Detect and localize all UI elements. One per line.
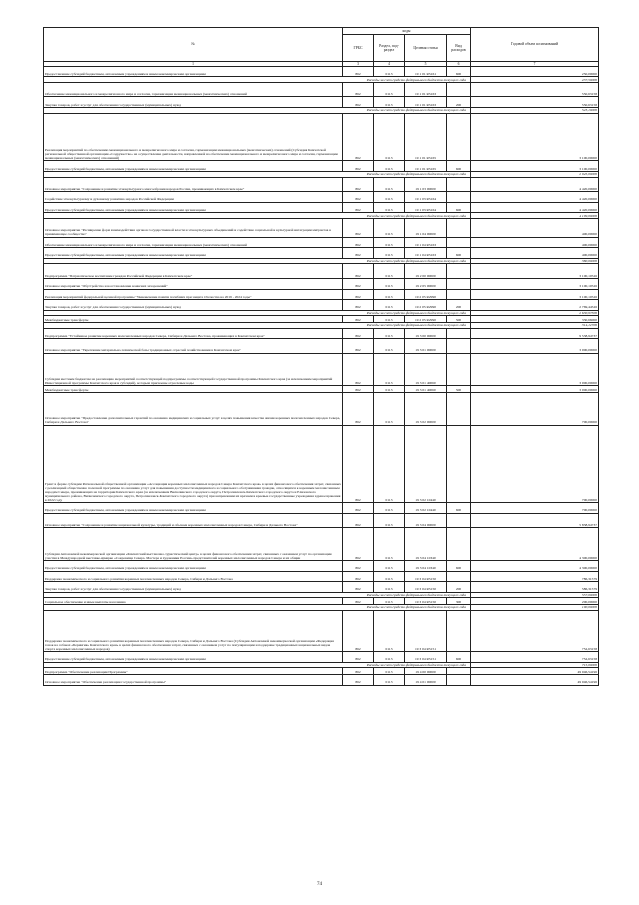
row-name: Основное мероприятие "Обустройство и восстановление воинских захоронений"	[44, 278, 343, 289]
budget-row	[44, 97, 599, 108]
budget-row	[44, 425, 599, 503]
row-expense-kind	[447, 668, 471, 675]
row-grbs: 862	[343, 528, 374, 561]
row-amount: 9 538,94737	[471, 328, 599, 339]
header-grbs: ГРБС	[343, 34, 374, 61]
row-section: 0113	[374, 97, 405, 108]
note-text: Расходы за счет средств федерального бюджета текущего года	[44, 171, 471, 177]
note-amount: 715,00000	[471, 662, 599, 668]
row-name: Закупка товаров, работ и услуг для обеспечения государственных (муниципальных) нужд	[44, 582, 343, 593]
row-name: Основное мероприятие "Расширение форм взаимодействия органов государственной власти и этнокультурных объединений и содействие социальной и культурной интеграции мигрантов в принимающее сообщество"	[44, 218, 343, 237]
note-amount: 523,10000	[471, 108, 599, 114]
row-section: 0113	[374, 264, 405, 279]
colnum-1: 1	[44, 61, 343, 66]
row-section: 0113	[374, 353, 405, 386]
row-section: 0113	[374, 560, 405, 571]
row-name: Предоставление субсидий бюджетным, автономным учреждениям и иным некоммерческим организациям	[44, 202, 343, 213]
row-grbs: 862	[343, 339, 374, 354]
row-name: Социальное обеспечение и иные выплаты населению	[44, 598, 343, 605]
budget-row	[44, 598, 599, 605]
row-amount: 5 838,94737	[471, 513, 599, 528]
row-section: 0113	[374, 202, 405, 213]
row-name: Предоставление субсидий бюджетным, автономным учреждениям и иным некоммерческим организациям	[44, 652, 343, 663]
row-section: 0113	[374, 237, 405, 248]
row-amount: 4 300,00000	[471, 560, 599, 571]
row-expense-kind	[447, 82, 471, 97]
row-target-article: 19 3 04 R5150	[405, 582, 447, 593]
budget-row	[44, 668, 599, 675]
row-amount: 49 046,54196	[471, 675, 599, 686]
budget-row	[44, 652, 599, 663]
note-text: Расходы за счет средств федерального бюджета текущего года	[44, 258, 471, 264]
row-expense-kind	[447, 264, 471, 279]
row-grbs: 862	[343, 113, 374, 161]
note-amount: 380,00000	[471, 258, 599, 264]
row-target-article: 19 3 02 10440	[405, 503, 447, 514]
row-target-article: 19 1 01 R5163	[405, 82, 447, 97]
row-target-article: 19 3 04 10340	[405, 528, 447, 561]
row-name: Реализация мероприятий федеральной целевой программы "Увековечение памяти погибших при защите Отечества на 2019 - 2024 годы"	[44, 289, 343, 300]
budget-row	[44, 560, 599, 571]
row-target-article: 19 1 04 R5163	[405, 248, 447, 259]
row-section: 0113	[374, 192, 405, 203]
row-target-article: 19 1 04 00000	[405, 218, 447, 237]
budget-table-page	[43, 27, 598, 686]
row-expense-kind: 200	[447, 582, 471, 593]
row-section: 0113	[374, 113, 405, 161]
budget-row	[44, 264, 599, 279]
row-expense-kind: 600	[447, 248, 471, 259]
row-expense-kind	[447, 113, 471, 161]
row-grbs: 862	[343, 237, 374, 248]
row-section: 0113	[374, 328, 405, 339]
row-expense-kind	[447, 528, 471, 561]
row-expense-kind: 200	[447, 300, 471, 311]
row-name: Межбюджетные трансферты	[44, 316, 343, 323]
header-total: Годовой объем ассигнований	[471, 28, 599, 62]
note-text: Расходы за счет средств федерального бюджета текущего года	[44, 77, 471, 83]
row-target-article: 19 3 04 R5150	[405, 571, 447, 582]
row-amount: 400,00000	[471, 237, 599, 248]
row-target-article: 19 3 00 00000	[405, 328, 447, 339]
row-name: Субсидия Автономной некоммерческой организации «Камчатский выставочно-туристический центр» в целях финансового обеспечения затрат, связанных с оказанием услуг по организации участия в Международной выставке-ярмарке «Сокровища Севера. Мастера и художники России» представителей коренных малочисленных народов Севера и их общин	[44, 528, 343, 561]
row-target-article: 19 1 04 R5163	[405, 237, 447, 248]
row-expense-kind	[447, 675, 471, 686]
row-target-article: 19 3 04 10340	[405, 560, 447, 571]
note-text: Расходы за счет средств федерального бюджета текущего года	[44, 108, 471, 114]
row-expense-kind	[447, 425, 471, 503]
note-text: Расходы за счет средств федерального бюджета текущего года	[44, 604, 471, 610]
row-target-article: 19 1 03 00000	[405, 177, 447, 192]
budget-row	[44, 513, 599, 528]
row-target-article: 19 4 01 00000	[405, 675, 447, 686]
note-text: Расходы за счет средств федерального бюджета текущего года	[44, 213, 471, 219]
row-section: 0113	[374, 652, 405, 663]
row-amount: 4 420,00000	[471, 192, 599, 203]
row-expense-kind	[447, 339, 471, 354]
row-amount: 330,66000	[471, 316, 599, 323]
budget-row	[44, 66, 599, 77]
note-amount: 557,00000	[471, 592, 599, 598]
row-expense-kind	[447, 177, 471, 192]
row-name: Обеспечение межнационального и межрелигиозного мира и согласия, гармонизации межнациональных (межэтнических) отношений	[44, 82, 343, 97]
row-name: Основное мероприятие "Сохранение и развитие этнокультурного многообразия народов России, проживающих в Камчатском крае"	[44, 177, 343, 192]
row-amount: 700,00000	[471, 393, 599, 426]
row-section: 0113	[374, 278, 405, 289]
budget-row	[44, 503, 599, 514]
row-target-article: 19 1 03 R5164	[405, 202, 447, 213]
row-amount: 3 000,00000	[471, 386, 599, 393]
row-section: 0113	[374, 289, 405, 300]
budget-row	[44, 248, 599, 259]
note-amount: 190,00000	[471, 604, 599, 610]
row-target-article: 19 3 04 R5151	[405, 610, 447, 652]
row-grbs: 862	[343, 202, 374, 213]
row-grbs: 862	[343, 97, 374, 108]
row-name: Основное мероприятие "Обеспечение реализации государственной программы"	[44, 675, 343, 686]
budget-row	[44, 582, 599, 593]
row-section: 0113	[374, 82, 405, 97]
row-grbs: 862	[343, 652, 374, 663]
row-amount: 4 420,00000	[471, 177, 599, 192]
row-target-article: 19 1 01 R5161	[405, 66, 447, 77]
row-grbs: 862	[343, 560, 374, 571]
row-section: 0113	[374, 598, 405, 605]
row-expense-kind: 200	[447, 97, 471, 108]
row-amount: 400,00000	[471, 218, 599, 237]
header-kind: Вид расходов	[447, 34, 471, 61]
row-expense-kind: 600	[447, 161, 471, 172]
row-target-article: 19 1 01 R5165	[405, 161, 447, 172]
row-amount: 3 100,10526	[471, 264, 599, 279]
row-amount: 250,00000	[471, 66, 599, 77]
row-name: Межбюджетные трансферты	[44, 386, 343, 393]
row-target-article: 19 3 04 R5150	[405, 598, 447, 605]
budget-row	[44, 192, 599, 203]
budget-row	[44, 278, 599, 289]
row-name: Поддержка экономического и социального развития коренных малочисленных народов Севера, Сибири и Дальнего Востока	[44, 571, 343, 582]
row-expense-kind	[447, 393, 471, 426]
row-grbs: 862	[343, 264, 374, 279]
row-expense-kind: 300	[447, 598, 471, 605]
row-section: 0113	[374, 393, 405, 426]
row-amount: 586,31579	[471, 582, 599, 593]
budget-row	[44, 339, 599, 354]
row-section: 0113	[374, 503, 405, 514]
budget-row	[44, 328, 599, 339]
row-section: 0113	[374, 218, 405, 237]
row-target-article: 19 2 05 R2990	[405, 289, 447, 300]
row-expense-kind	[447, 289, 471, 300]
row-grbs: 862	[343, 192, 374, 203]
budget-row	[44, 571, 599, 582]
colnum-5: 5	[405, 61, 447, 66]
row-section: 0113	[374, 300, 405, 311]
budget-row	[44, 675, 599, 686]
note-amount: 4 199,00000	[471, 213, 599, 219]
row-grbs: 862	[343, 353, 374, 386]
row-amount: 3 100,00000	[471, 161, 599, 172]
row-section: 0113	[374, 177, 405, 192]
row-target-article: 19 2 05 R2990	[405, 316, 447, 323]
row-name: Обеспечение межнационального и межрелигиозного мира и согласия, гармонизации межнациональных (межэтнических) отношений	[44, 237, 343, 248]
row-name: Подпрограмма "Патриотическое воспитание граждан Российской Федерации в Камчатском крае"	[44, 264, 343, 279]
row-target-article: 19 1 01 R5165	[405, 113, 447, 161]
budget-row	[44, 237, 599, 248]
note-amount: 2 945,00000	[471, 171, 599, 177]
budget-row	[44, 218, 599, 237]
row-section: 0113	[374, 316, 405, 323]
row-grbs: 862	[343, 582, 374, 593]
row-grbs: 862	[343, 503, 374, 514]
budget-row	[44, 610, 599, 652]
row-target-article: 19 3 04 00000	[405, 513, 447, 528]
row-grbs: 862	[343, 610, 374, 652]
row-section: 0113	[374, 66, 405, 77]
note-text: Расходы за счет средств федерального бюджета текущего года	[44, 322, 471, 328]
row-grbs: 862	[343, 425, 374, 503]
budget-row	[44, 289, 599, 300]
row-expense-kind: 600	[447, 202, 471, 213]
budget-row	[44, 386, 599, 393]
row-name: Предоставление субсидий бюджетным, автономным учреждениям и иным некоммерческим организациям	[44, 161, 343, 172]
note-amount: 2 630,97300	[471, 310, 599, 316]
row-name: Содействие этнокультурному и духовному развитию народов Российской Федерации	[44, 192, 343, 203]
row-name: Поддержка экономического и социального развития коренных малочисленных народов Севера, Сибири и Дальнего Востока (Субсидия Автономной некоммерческой организации «Федерация гонок на собаках «Берингия» Камчатского края» в целях финансового обеспечения затрат, связанных с оказанием услуг по популяризации и поддержке традиционных национальных видов спорта коренных малочисленных народов)	[44, 610, 343, 652]
row-amount: 3 100,10526	[471, 289, 599, 300]
budget-row	[44, 300, 599, 311]
row-expense-kind: 600	[447, 503, 471, 514]
row-grbs: 862	[343, 289, 374, 300]
row-expense-kind	[447, 610, 471, 652]
budget-row	[44, 161, 599, 172]
row-grbs: 862	[343, 386, 374, 393]
row-name: Грант в форме субсидии Региональной общественной организации «Ассоциация коренных малочисленных народов Севера Камчатского края» в целях финансового обеспечения затрат, связанных с реализацией общественно полезной программы по оказанию услуг для повышения доступности медицинского и социального обслуживания граждан, относящихся к коренным малочисленным народам Севера, проживающих на территории Камчатского края (за исключением Вилючинского городского округа, Петропавловск-Камчатского городского округа и Елизовского муниципального района, Вилючинского городского округа, Петропавловск-Камчатского городского округа) при направлении их врачами в краевые государственные учреждения здравоохранения в 2022 году	[44, 425, 343, 503]
row-target-article: 19 2 00 00000	[405, 264, 447, 279]
row-target-article: 19 1 03 R5164	[405, 192, 447, 203]
colnum-3: 3	[343, 61, 374, 66]
row-expense-kind	[447, 218, 471, 237]
row-section: 0113	[374, 528, 405, 561]
row-name: Предоставление субсидий бюджетным, автономным учреждениям и иным некоммерческим организациям	[44, 503, 343, 514]
row-name: Основное мероприятие "Укрепление материально-технической базы традиционных отраслей хозяйствования в Камчатском крае"	[44, 339, 343, 354]
budget-table	[43, 27, 599, 686]
budget-row	[44, 393, 599, 426]
row-expense-kind: 600	[447, 560, 471, 571]
row-amount: 3 100,10526	[471, 278, 599, 289]
row-grbs: 862	[343, 675, 374, 686]
row-amount: 550,63158	[471, 82, 599, 97]
row-target-article: 19 3 04 R5151	[405, 652, 447, 663]
row-section: 0113	[374, 582, 405, 593]
row-target-article: 19 3 02 10440	[405, 425, 447, 503]
row-section: 0113	[374, 610, 405, 652]
row-amount: 752,63158	[471, 610, 599, 652]
row-grbs: 862	[343, 218, 374, 237]
row-name: Основное мероприятие "Предоставление дополнительных гарантий по оказанию медицинских и социальных услуг в целях повышения качества жизни коренных малочисленных народов Севера, Сибири и Дальнего Востока"	[44, 393, 343, 426]
row-section: 0113	[374, 161, 405, 172]
budget-row	[44, 353, 599, 386]
row-amount: 3 000,00000	[471, 353, 599, 386]
row-name: Предоставление субсидий бюджетным, автономным учреждениям и иным некоммерческим организациям	[44, 66, 343, 77]
row-section: 0113	[374, 571, 405, 582]
row-grbs: 862	[343, 571, 374, 582]
row-expense-kind	[447, 353, 471, 386]
row-expense-kind	[447, 513, 471, 528]
row-grbs: 862	[343, 82, 374, 97]
header-row-codes	[44, 28, 599, 35]
row-expense-kind: 500	[447, 316, 471, 323]
row-amount: 700,00000	[471, 503, 599, 514]
row-expense-kind	[447, 328, 471, 339]
row-section: 0113	[374, 425, 405, 503]
row-amount: 3 100,00000	[471, 113, 599, 161]
row-target-article: 19 3 01 00000	[405, 339, 447, 354]
budget-row	[44, 202, 599, 213]
row-grbs: 862	[343, 668, 374, 675]
row-expense-kind: 600	[447, 652, 471, 663]
row-name: Реализация мероприятий по обеспечению межнационального и межрелигиозного мира и согласия, гармонизации межнациональных (межэтнических) отношений (Субсидия Камчатской региональной общественной организации «Содружество» на осуществление деятельности, направленной на обеспечение межнационального и межрелигиозного мира и согласия, гармонизации межнациональных (межэтнических) отношений)	[44, 113, 343, 161]
page-number: 74	[317, 882, 322, 887]
row-amount: 550,63158	[471, 97, 599, 108]
row-grbs: 862	[343, 177, 374, 192]
header-num: №	[44, 28, 343, 62]
row-expense-kind	[447, 192, 471, 203]
row-target-article: 19 3 02 00000	[405, 393, 447, 426]
row-target-article: 19 3 01 40060	[405, 353, 447, 386]
row-target-article: 19 2 05 R2990	[405, 300, 447, 311]
row-grbs: 862	[343, 66, 374, 77]
row-expense-kind	[447, 278, 471, 289]
row-amount: 2 769,44526	[471, 300, 599, 311]
row-grbs: 862	[343, 300, 374, 311]
row-target-article: 19 1 01 R5163	[405, 97, 447, 108]
row-target-article: 19 4 00 00000	[405, 668, 447, 675]
row-grbs: 862	[343, 278, 374, 289]
row-name: Закупка товаров, работ и услуг для обеспечения государственных (муниципальных) нужд	[44, 97, 343, 108]
row-grbs: 862	[343, 393, 374, 426]
row-section: 0113	[374, 386, 405, 393]
row-amount: 49 046,54196	[471, 668, 599, 675]
row-amount: 4 300,00000	[471, 528, 599, 561]
row-section: 0113	[374, 675, 405, 686]
row-section: 0113	[374, 668, 405, 675]
colnum-4: 4	[374, 61, 405, 66]
row-amount: 700,00000	[471, 425, 599, 503]
colnum-7: 7	[471, 61, 599, 66]
row-name: Предоставление субсидий бюджетным, автономным учреждениям и иным некоммерческим организациям	[44, 560, 343, 571]
row-amount: 752,63158	[471, 652, 599, 663]
row-target-article: 19 3 01 40060	[405, 386, 447, 393]
header-target: Целевая статья	[405, 34, 447, 61]
note-amount: 314,12700	[471, 322, 599, 328]
row-amount: 200,00000	[471, 598, 599, 605]
row-name: Подпрограмма "Устойчивое развитие коренных малочисленных народов Севера, Сибири и Дальнего Востока, проживающих в Камчатском крае"	[44, 328, 343, 339]
row-amount: 400,00000	[471, 248, 599, 259]
row-amount: 786,31579	[471, 571, 599, 582]
row-section: 0113	[374, 513, 405, 528]
row-grbs: 862	[343, 248, 374, 259]
row-expense-kind: 500	[447, 386, 471, 393]
row-name: Субсидии местным бюджетам на реализацию мероприятий соответствующей подпрограммы соответствующей государственной программы Камчатского края (за исключением мероприятий Инвестиционной программы Камчатского края и субсидий), которым присвоены отраслевые коды	[44, 353, 343, 386]
colnum-6: 6	[447, 61, 471, 66]
note-text: Расходы за счет средств федерального бюджета текущего года	[44, 310, 471, 316]
row-name: Закупка товаров, работ и услуг для обеспечения государственных (муниципальных) нужд	[44, 300, 343, 311]
note-text: Расходы за счет средств федерального бюджета текущего года	[44, 592, 471, 598]
row-section: 0113	[374, 339, 405, 354]
note-text: Расходы за счет средств федерального бюджета текущего года	[44, 662, 471, 668]
row-amount: 4 420,00000	[471, 202, 599, 213]
header-section: Раздел, под-раздел	[374, 34, 405, 61]
row-grbs: 862	[343, 513, 374, 528]
budget-row	[44, 82, 599, 97]
row-name: Предоставление субсидий бюджетным, автономным учреждениям и иным некоммерческим организациям	[44, 248, 343, 259]
row-grbs: 862	[343, 161, 374, 172]
row-amount: 3 000,00000	[471, 339, 599, 354]
budget-row	[44, 528, 599, 561]
budget-row	[44, 113, 599, 161]
row-grbs: 862	[343, 598, 374, 605]
row-expense-kind: 600	[447, 66, 471, 77]
budget-row	[44, 316, 599, 323]
row-expense-kind	[447, 571, 471, 582]
note-amount: 237,50000	[471, 77, 599, 83]
row-target-article: 19 2 05 00000	[405, 278, 447, 289]
row-section: 0113	[374, 248, 405, 259]
row-grbs: 862	[343, 328, 374, 339]
row-name: Подпрограмма "Обеспечение реализации Программы"	[44, 668, 343, 675]
row-name: Основное мероприятие "Сохранение и развитие национальной культуры, традиций и обычаев коренных малочисленных народов Севера, Сибири и Дальнего Востока"	[44, 513, 343, 528]
header-codes: коды	[343, 28, 471, 35]
row-expense-kind	[447, 237, 471, 248]
row-grbs: 862	[343, 316, 374, 323]
budget-row	[44, 177, 599, 192]
